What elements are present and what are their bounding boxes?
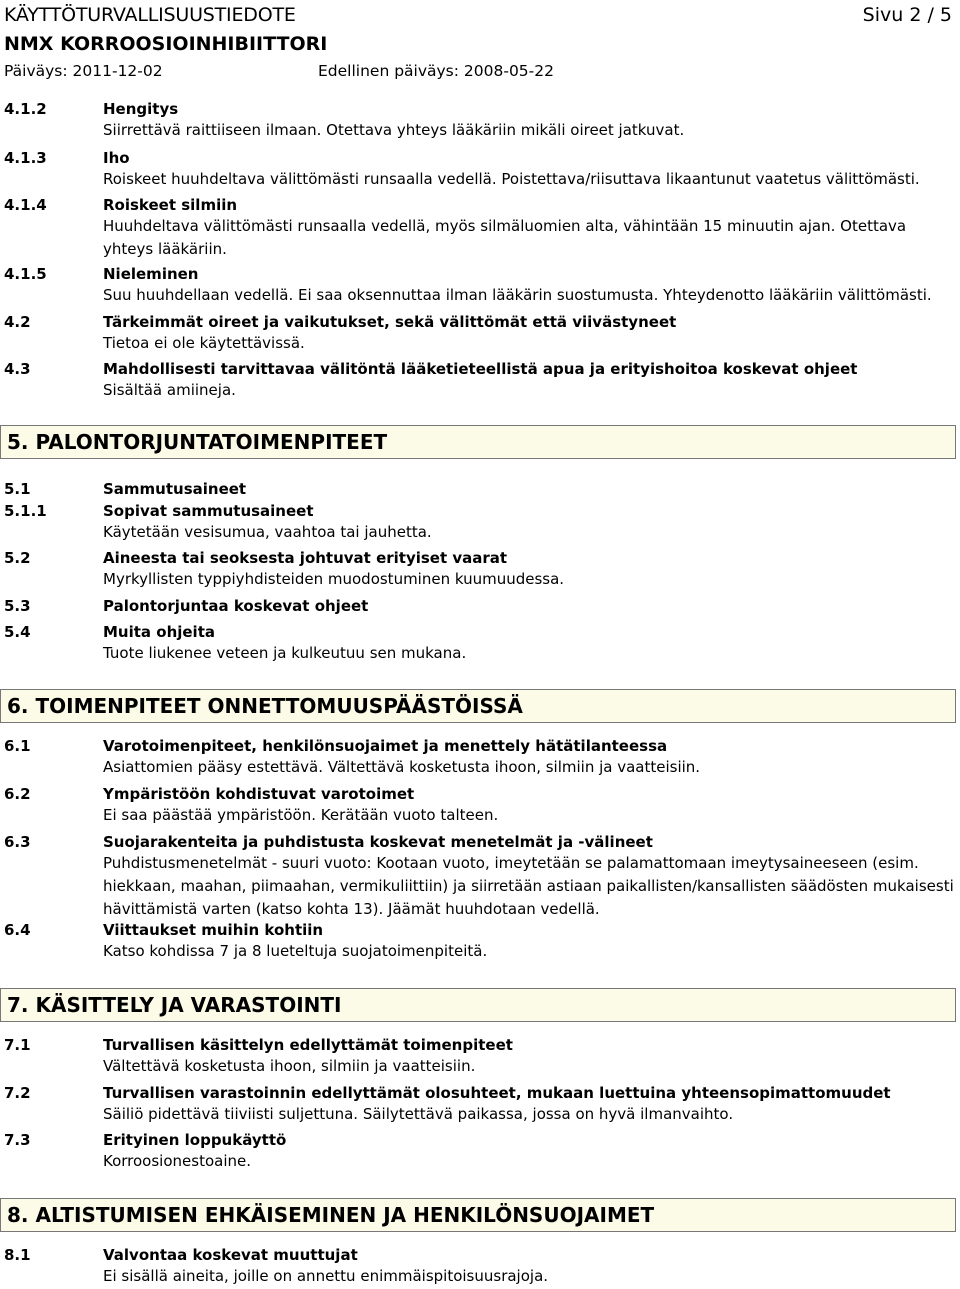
entry-number: 5.1.1	[4, 502, 47, 520]
entry-number: 6.4	[4, 921, 31, 939]
entry-heading: Muita ohjeita	[103, 623, 215, 641]
entry-text: Säiliö pidettävä tiiviisti suljettuna. Säilytettävä paikassa, jossa on hyvä ilmanvaihto.	[103, 1105, 734, 1123]
entry-heading: Viittaukset muihin kohtiin	[103, 921, 324, 939]
previous-date: Edellinen päiväys: 2008-05-22	[318, 62, 554, 80]
issue-date: Päiväys: 2011-12-02	[4, 62, 163, 80]
entry-heading: Sammutusaineet	[103, 480, 247, 498]
entry-heading: Mahdollisesti tarvittavaa välitöntä lääketieteellistä apua ja erityishoitoa koskevat ohjeet	[103, 360, 858, 378]
entry-number: 4.1.4	[4, 196, 47, 214]
entry-number: 4.1.2	[4, 100, 47, 118]
entry-text: Asiattomien pääsy estettävä. Vältettävä kosketusta ihoon, silmiin ja vaatteisiin.	[103, 758, 701, 776]
entry-text: Siirrettävä raittiiseen ilmaan. Otettava yhteys lääkäriin mikäli oireet jatkuvat.	[103, 121, 685, 139]
entry-number: 4.1.5	[4, 265, 47, 283]
entry-number: 4.1.3	[4, 149, 47, 167]
entry-heading: Erityinen loppukäyttö	[103, 1131, 287, 1149]
section-title: 8. ALTISTUMISEN EHKÄISEMINEN JA HENKILÖNSUOJAIMET	[7, 1203, 655, 1227]
section-8-header	[0, 1198, 956, 1232]
document-type: KÄYTTÖTURVALLISUUSTIEDOTE	[4, 4, 296, 26]
entry-number: 6.2	[4, 785, 31, 803]
entry-number: 4.3	[4, 360, 31, 378]
entry-text: Vältettävä kosketusta ihoon, silmiin ja vaatteisiin.	[103, 1057, 476, 1075]
entry-text: Korroosionestoaine.	[103, 1152, 251, 1170]
entry-number: 6.1	[4, 737, 31, 755]
entry-number: 4.2	[4, 313, 31, 331]
section-title: 7. KÄSITTELY JA VARASTOINTI	[7, 993, 342, 1017]
section-title: 5. PALONTORJUNTATOIMENPITEET	[7, 430, 388, 454]
entry-heading: Roiskeet silmiin	[103, 196, 238, 214]
section-7-header	[0, 988, 956, 1022]
entry-text: Puhdistusmenetelmät - suuri vuoto: Kootaan vuoto, imeytetään se palamattomaan imeytysaineeseen (esim. hiekkaan, maahan, piimaahan, vermikuliittiin) ja siirretään astiaan paikallisten/kansallisten säädösten mukaisesti hävittämistä varten (katso kohta 13). Jäämät huuhdotaan vedellä.	[103, 854, 954, 918]
entry-number: 7.1	[4, 1036, 31, 1054]
entry-heading: Iho	[103, 149, 130, 167]
entry-heading: Sopivat sammutusaineet	[103, 502, 314, 520]
page-number: Sivu 2 / 5	[862, 4, 952, 26]
entry-text: Suu huuhdellaan vedellä. Ei saa oksennuttaa ilman lääkärin suostumusta. Yhteydenotto lääkäriin välittömästi.	[103, 286, 932, 304]
entry-text: Katso kohdissa 7 ja 8 lueteltuja suojatoimenpiteitä.	[103, 942, 488, 960]
entry-heading: Turvallisen käsittelyn edellyttämät toimenpiteet	[103, 1036, 513, 1054]
entry-heading: Varotoimenpiteet, henkilönsuojaimet ja menettely hätätilanteessa	[103, 737, 668, 755]
entry-heading: Tärkeimmät oireet ja vaikutukset, sekä välittömät että viivästyneet	[103, 313, 677, 331]
entry-heading: Hengitys	[103, 100, 179, 118]
entry-heading: Turvallisen varastoinnin edellyttämät olosuhteet, mukaan luettuina yhteensopimattomuudet	[103, 1084, 891, 1102]
entry-number: 5.3	[4, 597, 31, 615]
entry-text: Käytetään vesisumua, vaahtoa tai jauhetta.	[103, 523, 432, 541]
entry-text: Sisältää amiineja.	[103, 381, 236, 399]
entry-text: Ei sisällä aineita, joille on annettu enimmäispitoisuusrajoja.	[103, 1267, 549, 1285]
entry-heading: Palontorjuntaa koskevat ohjeet	[103, 597, 369, 615]
entry-text: Tuote liukenee veteen ja kulkeutuu sen mukana.	[103, 644, 467, 662]
section-title: 6. TOIMENPITEET ONNETTOMUUSPÄÄSTÖISSÄ	[7, 694, 523, 718]
entry-heading: Suojarakenteita ja puhdistusta koskevat menetelmät ja -välineet	[103, 833, 653, 851]
entry-number: 5.1	[4, 480, 31, 498]
entry-text: Tietoa ei ole käytettävissä.	[103, 334, 305, 352]
entry-heading: Valvontaa koskevat muuttujat	[103, 1246, 358, 1264]
entry-text: Roiskeet huuhdeltava välittömästi runsaalla vedellä. Poistettava/riisuttava likaantunut vaatetus välittömästi.	[103, 170, 920, 188]
entry-text: Ei saa päästää ympäristöön. Kerätään vuoto talteen.	[103, 806, 499, 824]
entry-text: Myrkyllisten typpiyhdisteiden muodostuminen kuumuudessa.	[103, 570, 565, 588]
entry-number: 5.2	[4, 549, 31, 567]
entry-number: 8.1	[4, 1246, 31, 1264]
entry-text: Huuhdeltava välittömästi runsaalla vedellä, myös silmäluomien alta, vähintään 15 minuutin ajan. Otettava yhteys lääkäriin.	[103, 217, 907, 258]
entry-number: 6.3	[4, 833, 31, 851]
section-5-header	[0, 425, 956, 459]
entry-number: 7.2	[4, 1084, 31, 1102]
entry-heading: Nieleminen	[103, 265, 199, 283]
entry-heading: Ympäristöön kohdistuvat varotoimet	[103, 785, 415, 803]
entry-heading: Aineesta tai seoksesta johtuvat erityiset vaarat	[103, 549, 508, 567]
section-6-header	[0, 689, 956, 723]
entry-number: 7.3	[4, 1131, 31, 1149]
entry-number: 5.4	[4, 623, 31, 641]
product-name: NMX KORROOSIOINHIBIITTORI	[4, 33, 328, 55]
